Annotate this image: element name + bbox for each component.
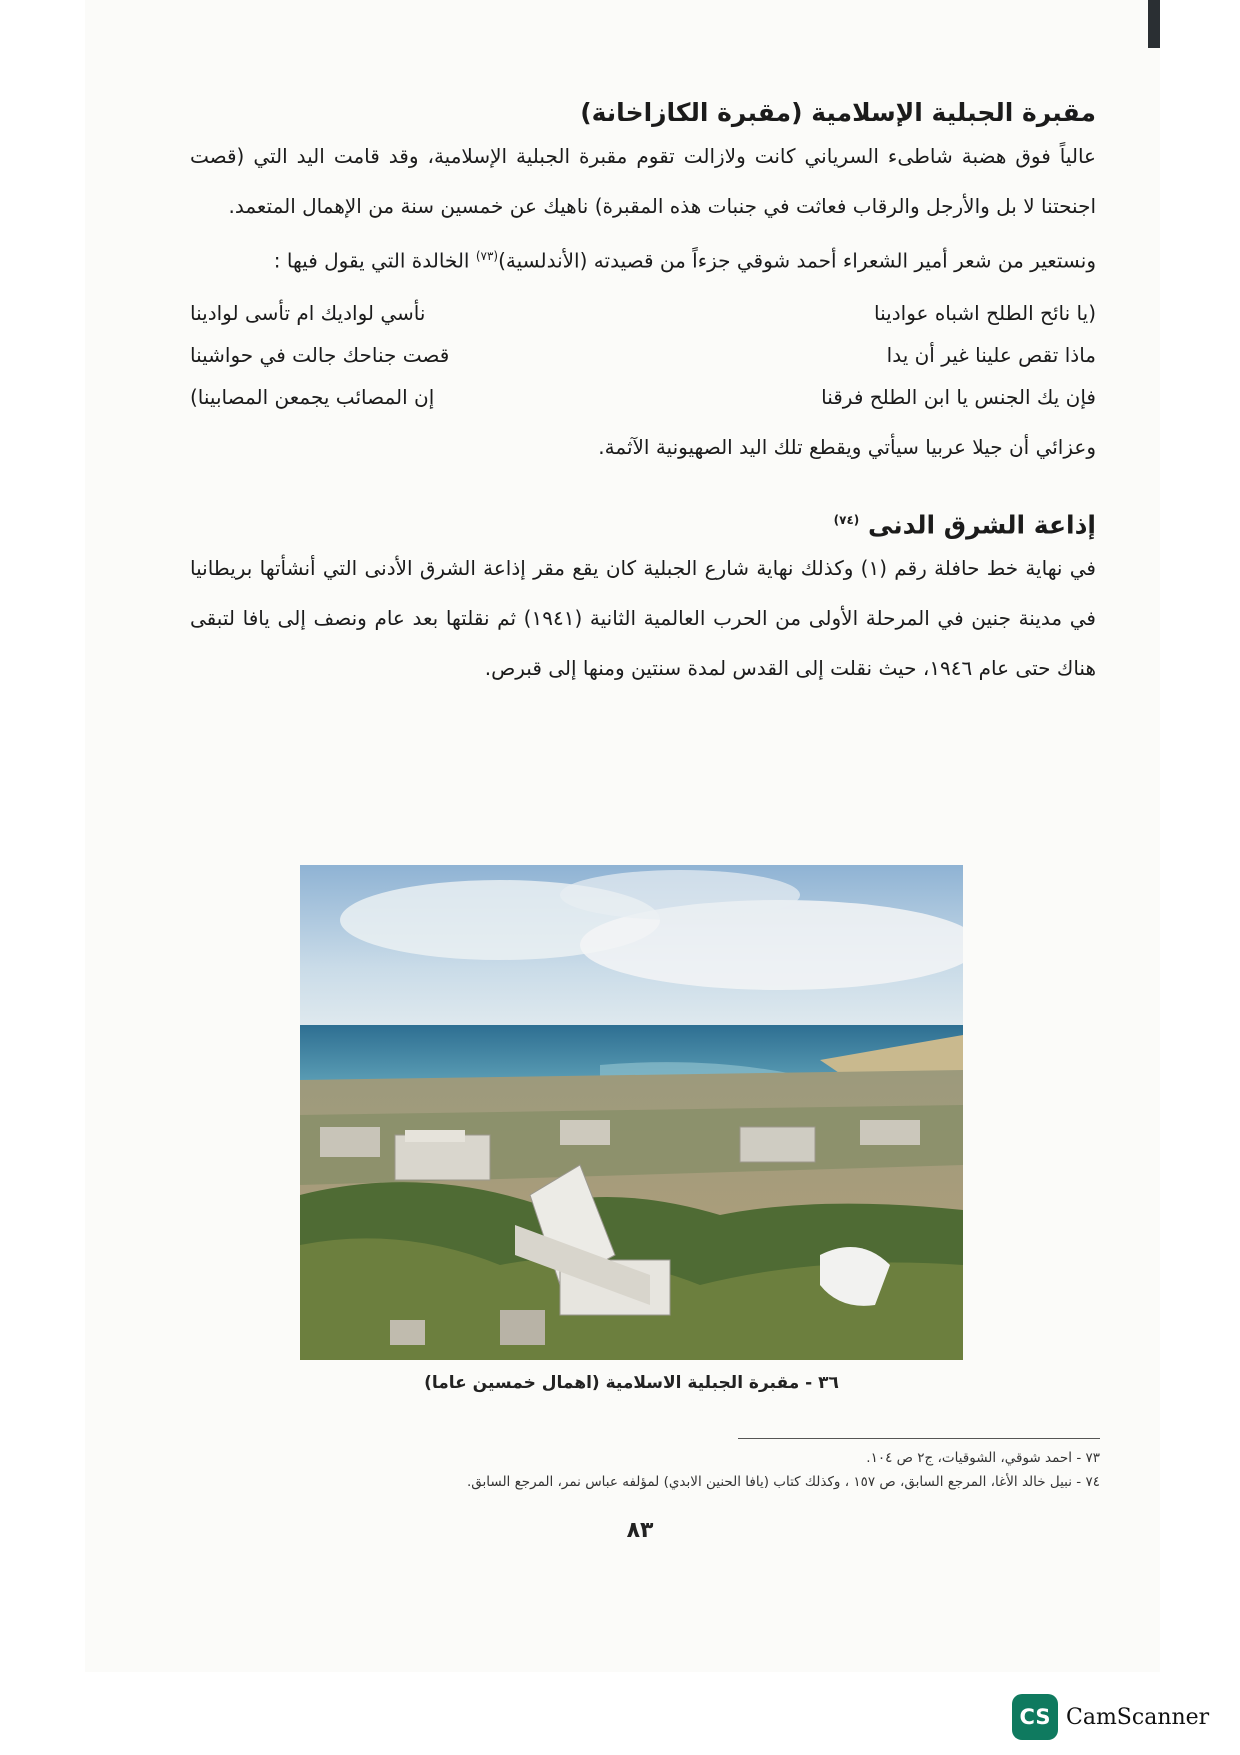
poem-hemistich-first: فإن يك الجنس يا ابن الطلح فرقنا [821,384,1096,409]
page-content [190,95,1096,693]
page-number: ٨٣ [626,1518,654,1543]
cemetery-paragraph: عالياً فوق هضبة شاطىء السرياني كانت ولازالت تقوم مقبرة الجبلية الإسلامية، وقد قامت اليد التي (قصت اجنحتنا لا بل والأرجل والرقاب فعاثت في جنبات هذه المقبرة) ناهيك عن خمسين سنة من الإهمال المتعمد. [190,144,1096,218]
poem-intro-tail: الخالدة التي يقول فيها : [273,248,476,273]
page-edge-shadow [1148,0,1160,48]
footnote-73: ٧٣ - احمد شوقي، الشوقيات، ج٢ ص ١٠٤. [866,1450,1100,1466]
radio-heading-text: إذاعة الشرق الدنى [868,509,1096,539]
closing-paragraph: وعزائي أن جيلا عربيا سيأتي ويقطع تلك اليد الصهيونية الآثمة. [598,434,1096,459]
footnote-ref-73: (٧٣) [475,249,499,263]
radio-paragraph: في نهاية خط حافلة رقم (١) وكذلك نهاية شارع الجبلية كان يقع مقر إذاعة الشرق الأدنى التي أنشأتها بريطانيا في مدينة جنين في المرحلة الأولى من الحرب العالمية الثانية (١٩٤١) ثم نقلتها بعد عام ونصف إلى يافا لتبقى هناك حتى عام ١٩٤٦، حيث نقلت إلى القدس لمدة سنتين ومنها إلى قبرص. [190,555,1096,680]
poem-intro [190,231,1096,286]
section-heading-cemetery: مقبرة الجبلية الإسلامية (مقبرة الكازاخانة) [580,98,1096,127]
section-heading-radio [190,502,1096,543]
poem-hemistich-second: إن المصائب يجمعن المصابينا) [190,384,435,409]
footnote-74: ٧٤ - نبيل خالد الأغا، المرجع السابق، ص ١٥٧ ، وكذلك كتاب (يافا الحنين الابدي) لمؤلفه عباس نمر، المرجع السابق. [466,1474,1100,1490]
camscanner-logo-icon: CS [1012,1694,1058,1740]
camscanner-brand: CamScanner [1066,1704,1210,1730]
poem-hemistich-second: نأسي لواديك ام تأسى لوادينا [190,300,426,325]
poem-hemistich-first: ماذا تقص علينا غير أن يدا [886,342,1096,367]
cemetery-photo [300,865,963,1360]
poem [190,292,1096,418]
poem-intro-text: ونستعير من شعر أمير الشعراء أحمد شوقي جزءاً من قصيدته (الأندلسية) [498,248,1096,273]
figure-caption: ٣٦ - مقبرة الجبلية الاسلامية (اهمال خمسين عاما) [424,1373,839,1393]
footnote-divider [738,1438,1100,1439]
poem-hemistich-first: (يا نائح الطلح اشباه عوادينا [874,300,1096,325]
poem-hemistich-second: قصت جناحك جالت في حواشينا [190,342,450,367]
poem-verse [190,292,1096,334]
poem-verse [190,334,1096,376]
footnotes [330,1446,1100,1494]
camscanner-watermark [1012,1694,1209,1740]
footnote-ref-74: (٧٤) [833,512,860,527]
poem-verse [190,376,1096,418]
